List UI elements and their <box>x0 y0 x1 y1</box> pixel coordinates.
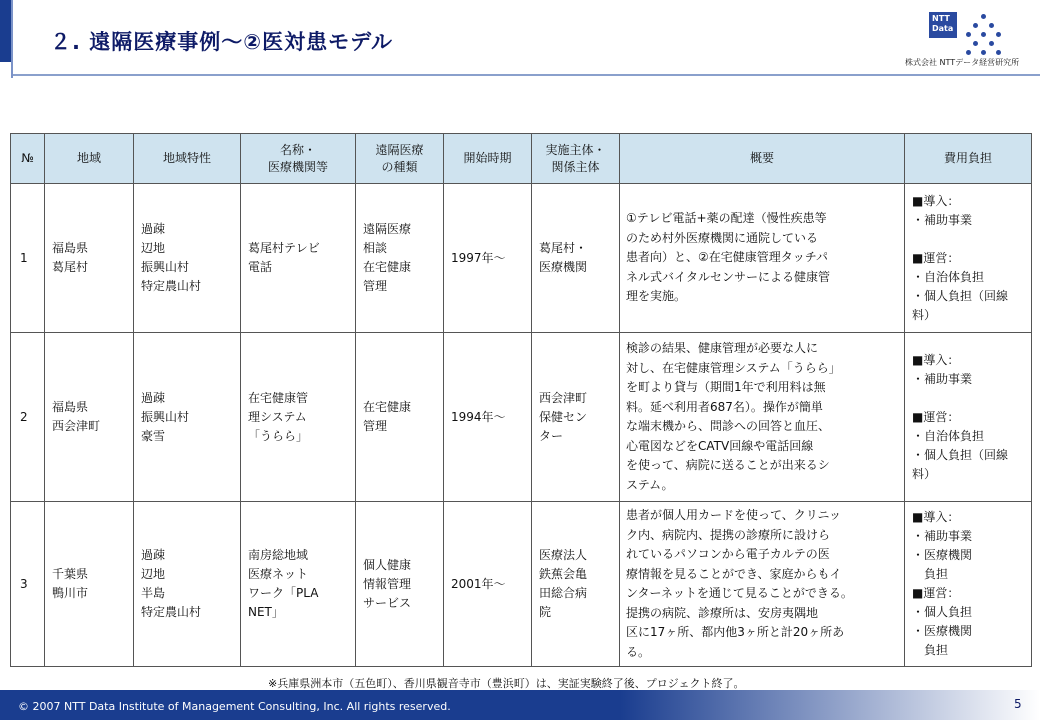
cell-line: 振興山村 <box>141 260 190 274</box>
cell-line: 西会津町 <box>52 419 101 433</box>
cell-line: 情報管理 <box>363 576 412 591</box>
cell-line: れているパソコンから電子カルテの医 <box>626 547 830 561</box>
cell-line: 管理 <box>363 419 388 433</box>
cell-line: 1994年～ <box>451 409 506 424</box>
table-row <box>11 184 1032 333</box>
cell-line: ■運営： <box>912 586 960 600</box>
cell-line: 保健セン <box>539 409 588 424</box>
title-divider <box>13 74 1040 76</box>
header-accent-stripe <box>11 0 13 78</box>
cell-line: 相談 <box>363 241 388 255</box>
cell-line: ・補助事業 <box>912 529 973 543</box>
slide-title: ２. 遠隔医療事例～②医対患モデル <box>50 30 394 54</box>
table-row <box>11 333 1032 502</box>
cell-line: NET」 <box>248 605 284 619</box>
header-actor-line: 関係主体 <box>551 159 600 174</box>
cell-line: のため村外医療機関に通院している <box>626 230 819 245</box>
cell-line: 遠隔医療 <box>363 222 412 236</box>
cell-line: 鉄蕉会亀 <box>539 567 588 581</box>
cell-line: 福島県 <box>52 400 89 414</box>
cell-start <box>444 502 532 667</box>
cell-line: 辺地 <box>141 567 166 581</box>
cell-cost <box>905 184 1032 333</box>
cell-line: 理システム <box>248 409 307 424</box>
cell-type <box>356 333 444 502</box>
cell-name <box>241 333 356 502</box>
cell-line: 理を実施。 <box>626 289 687 304</box>
cell-line: 負担 <box>912 567 949 581</box>
cell-line: 医療ネット <box>248 567 309 581</box>
cell-line: 料） <box>912 307 937 322</box>
cell-actor <box>532 184 620 333</box>
cell-line: 在宅健康 <box>363 400 412 414</box>
slide-header <box>0 0 1040 78</box>
cell-line: ンターネットを通じて見ることができる。 <box>626 586 853 600</box>
cell-line: ター <box>539 428 564 443</box>
cell-line: 提携の病院、診療所は、安房夷隅地 <box>626 605 819 620</box>
cell-line: ①テレビ電話+薬の配達（慢性疾患等 <box>626 211 827 226</box>
cell-line: 福島県 <box>52 241 89 255</box>
cell-line <box>912 230 1024 249</box>
cell-line: 「うらら」 <box>248 428 309 443</box>
case-table-container <box>10 133 1031 667</box>
cell-line: ■導入： <box>912 510 960 524</box>
cell-line: 振興山村 <box>141 409 190 424</box>
cell-line: 負担 <box>912 643 949 657</box>
cell-line: ■運営： <box>912 409 960 424</box>
cell-line: 料。延べ利用者687名）。操作が簡単 <box>626 399 823 414</box>
table-header-row <box>11 134 1032 184</box>
cell-line: 医療機関 <box>539 260 588 274</box>
page-number: 5 <box>1014 697 1022 711</box>
case-table <box>10 133 1032 667</box>
cell-line: サービス <box>363 595 412 610</box>
copyright-text: © 2007 NTT Data Institute of Management Consulting, Inc. All rights reserved. <box>18 700 451 713</box>
cell-line: ・自治体負担 <box>912 428 985 443</box>
cell-line: 患者向）と、②在宅健康管理タッチパ <box>626 250 829 265</box>
cell-line: 特定農山村 <box>141 605 202 619</box>
logo-caption: 株式会社 NTTデータ経営研究所 <box>905 58 1020 67</box>
cell-line: ■導入： <box>912 352 960 367</box>
header-name <box>241 134 356 184</box>
cell-line: 区に17ヶ所、都内他3ヶ所と計20ヶ所あ <box>626 625 845 639</box>
cell-actor <box>532 333 620 502</box>
cell-line: 鴨川市 <box>52 586 89 600</box>
cell-line: 葛尾村・ <box>539 241 588 255</box>
cell-line: 心電図などをCATV回線や電話回線 <box>626 438 814 453</box>
cell-name <box>241 502 356 667</box>
cell-cost <box>905 502 1032 667</box>
cell-no: 3 <box>11 502 45 667</box>
cell-line: ク内、病院内、提携の診療所に設けら <box>626 527 831 542</box>
cell-line: 院 <box>539 605 552 619</box>
cell-line <box>912 389 1024 408</box>
header-start: 開始時期 <box>444 134 532 184</box>
cell-cost <box>905 333 1032 502</box>
header-overview: 概要 <box>620 134 905 184</box>
cell-line: ワーク「PLA <box>248 586 319 600</box>
cell-line: 葛尾村 <box>52 260 89 274</box>
cell-line: ■導入： <box>912 193 960 208</box>
header-type-line: の種類 <box>381 159 418 174</box>
cell-line: 療情報を見ることができ、家庭からもイ <box>626 566 842 581</box>
cell-line: 過疎 <box>141 222 166 236</box>
cell-line: を町より貸与（期間1年で利用料は無 <box>626 380 826 394</box>
cell-no: 2 <box>11 333 45 502</box>
header-region-traits: 地域特性 <box>134 134 241 184</box>
header-actor <box>532 134 620 184</box>
header-region: 地域 <box>45 134 134 184</box>
cell-overview <box>620 333 905 502</box>
cell-line: 半島 <box>141 586 166 600</box>
cell-line: 特定農山村 <box>141 279 202 293</box>
cell-line: ・補助事業 <box>912 371 973 386</box>
cell-actor <box>532 502 620 667</box>
cell-line: 個人健康 <box>363 557 412 572</box>
cell-line: 在宅健康管 <box>248 390 309 405</box>
cell-line: ■運営： <box>912 250 960 265</box>
header-no: № <box>11 134 45 184</box>
cell-line: 対し、在宅健康管理システム「うらら」 <box>626 360 841 375</box>
cell-line: 2001年～ <box>451 576 506 591</box>
cell-no: 1 <box>11 184 45 333</box>
header-cost: 費用負担 <box>905 134 1032 184</box>
cell-line: 管理 <box>363 279 388 293</box>
cell-line: 田総合病 <box>539 586 588 600</box>
cell-overview <box>620 502 905 667</box>
cell-line: ・補助事業 <box>912 212 973 227</box>
cell-line: 豪雪 <box>141 428 166 443</box>
cell-line: ステム。 <box>626 477 674 492</box>
cell-line: ・個人負担（回線 <box>912 288 1009 303</box>
cell-line: 1997年～ <box>451 250 506 265</box>
cell-line: 過疎 <box>141 390 166 405</box>
cell-line: 千葉県 <box>52 567 89 581</box>
cell-line: 在宅健康 <box>363 260 412 274</box>
cell-traits <box>134 502 241 667</box>
cell-line: 南房総地域 <box>248 548 309 562</box>
cell-line: ・個人負担 <box>912 605 973 619</box>
header-actor-line: 実施主体・ <box>545 142 606 157</box>
company-logo <box>905 12 1033 70</box>
header-type-line: 遠隔医療 <box>375 142 424 157</box>
cell-name <box>241 184 356 333</box>
cell-start <box>444 184 532 333</box>
header-name-line: 医療機関等 <box>267 159 328 174</box>
cell-traits <box>134 184 241 333</box>
cell-line: ・医療機関 <box>912 624 973 638</box>
cell-line: 葛尾村テレビ <box>248 241 320 255</box>
cell-line: 料） <box>912 466 937 481</box>
cell-type <box>356 502 444 667</box>
cell-region <box>45 333 134 502</box>
cell-line: 医療法人 <box>539 548 588 562</box>
cell-line: 検診の結果、健康管理が必要な人に <box>626 341 819 355</box>
ntt-data-logo-icon: NTT Data <box>929 12 957 38</box>
cell-line: を使って、病院に送ることが出来るシ <box>626 458 830 472</box>
cell-line: ・自治体負担 <box>912 269 985 284</box>
cell-line: 過疎 <box>141 548 166 562</box>
cell-region <box>45 502 134 667</box>
footer-gradient <box>620 690 1040 720</box>
cell-line: ・医療機関 <box>912 548 973 562</box>
logo-dot-pattern-icon <box>963 14 1003 60</box>
cell-overview <box>620 184 905 333</box>
cell-traits <box>134 333 241 502</box>
cell-line: ・個人負担（回線 <box>912 447 1009 462</box>
header-type <box>356 134 444 184</box>
cell-line: 電話 <box>248 260 273 274</box>
cell-line: ネル式バイタルセンサーによる健康管 <box>626 269 831 284</box>
header-accent-bar <box>0 0 11 62</box>
header-name-line: 名称・ <box>279 142 316 157</box>
table-row <box>11 502 1032 667</box>
cell-line: 西会津町 <box>539 390 588 405</box>
cell-line: 患者が個人用カードを使って、クリニッ <box>626 508 842 522</box>
cell-line: な端末機から、問診への回答と血圧、 <box>626 419 831 433</box>
table-footnote: ※兵庫県洲本市（五色町）、香川県観音寺市（豊浜町）は、実証実験終了後、プロジェクト終了。 <box>268 677 745 690</box>
cell-type <box>356 184 444 333</box>
cell-start <box>444 333 532 502</box>
cell-line: 辺地 <box>141 241 166 255</box>
cell-line: る。 <box>626 644 651 659</box>
cell-region <box>45 184 134 333</box>
